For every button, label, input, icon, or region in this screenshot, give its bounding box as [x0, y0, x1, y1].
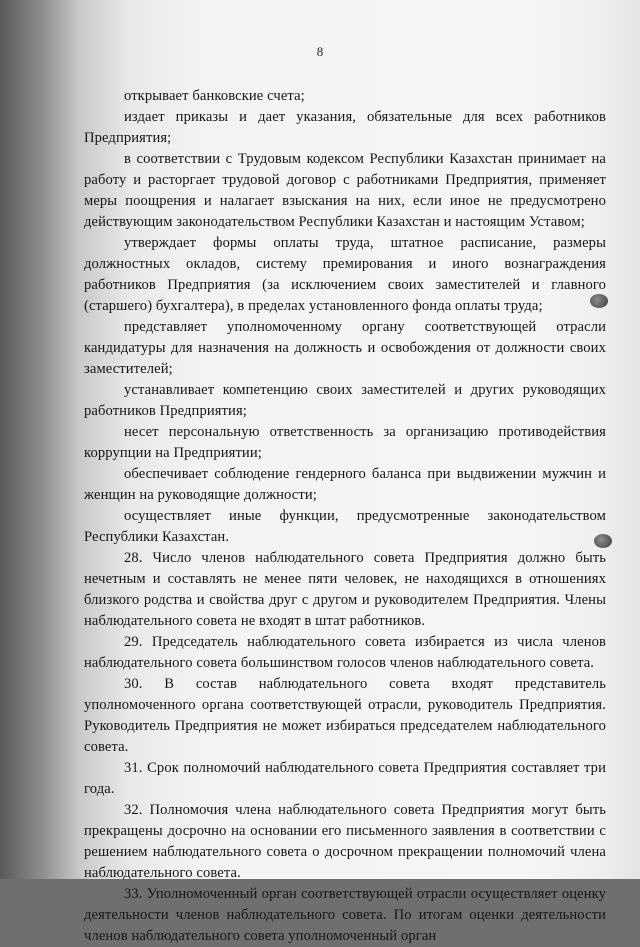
- paragraph: осуществляет иные функции, предусмотренные законодательством Республики Казахстан.: [84, 508, 606, 545]
- paragraph: 33. Уполномоченный орган соответствующей отрасли осуществляет оценку деятельности членов наблюдательного совета. По итогам оценки деятельности членов наблюдательного совета уполномоченный орган: [84, 886, 606, 944]
- paragraph: представляет уполномоченному органу соответствующей отрасли кандидатуры для назначения на должность и освобождения от должности своих заместителей;: [84, 319, 606, 377]
- paragraph: несет персональную ответственность за организацию противодействия коррупции на Предприятии;: [84, 424, 606, 461]
- paragraph: в соответствии с Трудовым кодексом Республики Казахстан принимает на работу и расторгает трудовой договор с работниками Предприятия, применяет меры поощрения и налагает взыскания на них, если иное не предусмотрено действующим законодательством Республики Казахстан и настоящим Уставом;: [84, 151, 606, 230]
- document-body: [84, 86, 606, 947]
- paragraph: 30. В состав наблюдательного совета входят представитель уполномоченного органа соответствующей отрасли, руководитель Предприятия. Руководитель Предприятия не может избираться председателем наблюдательного совета.: [84, 676, 606, 755]
- paragraph: 28. Число членов наблюдательного совета Предприятия должно быть нечетным и составлять не менее пяти человек, не находящихся в отношениях близкого родства и свойства друг с другом и руководителем Предприятия. Члены наблюдательного совета не входят в штат работников.: [84, 550, 606, 629]
- paragraph: 29. Председатель наблюдательного совета избирается из числа членов наблюдательного совета большинством голосов членов наблюдательного совета.: [84, 634, 606, 671]
- paragraph: утверждает формы оплаты труда, штатное расписание, размеры должностных окладов, систему премирования и иного вознаграждения работников Предприятия (за исключением своих заместителей и главного (старшего) бухгалтера), в пределах установленного фонда оплаты труда;: [84, 235, 606, 314]
- page-number: 8: [316, 44, 324, 59]
- paragraph: 31. Срок полномочий наблюдательного совета Предприятия составляет три года.: [84, 760, 606, 797]
- paragraph: устанавливает компетенцию своих заместителей и других руководящих работников Предприятия;: [84, 382, 606, 419]
- paragraph: 32. Полномочия члена наблюдательного совета Предприятия могут быть прекращены досрочно на основании его письменного заявления в соответствии с решением наблюдательного совета о досрочном прекращении полномочий члена наблюдательного совета.: [84, 802, 606, 881]
- paragraph: открывает банковские счета;: [124, 88, 305, 104]
- paragraph: обеспечивает соблюдение гендерного баланса при выдвижении мужчин и женщин на руководящие должности;: [84, 466, 606, 503]
- paragraph: издает приказы и дает указания, обязательные для всех работников Предприятия;: [84, 109, 606, 146]
